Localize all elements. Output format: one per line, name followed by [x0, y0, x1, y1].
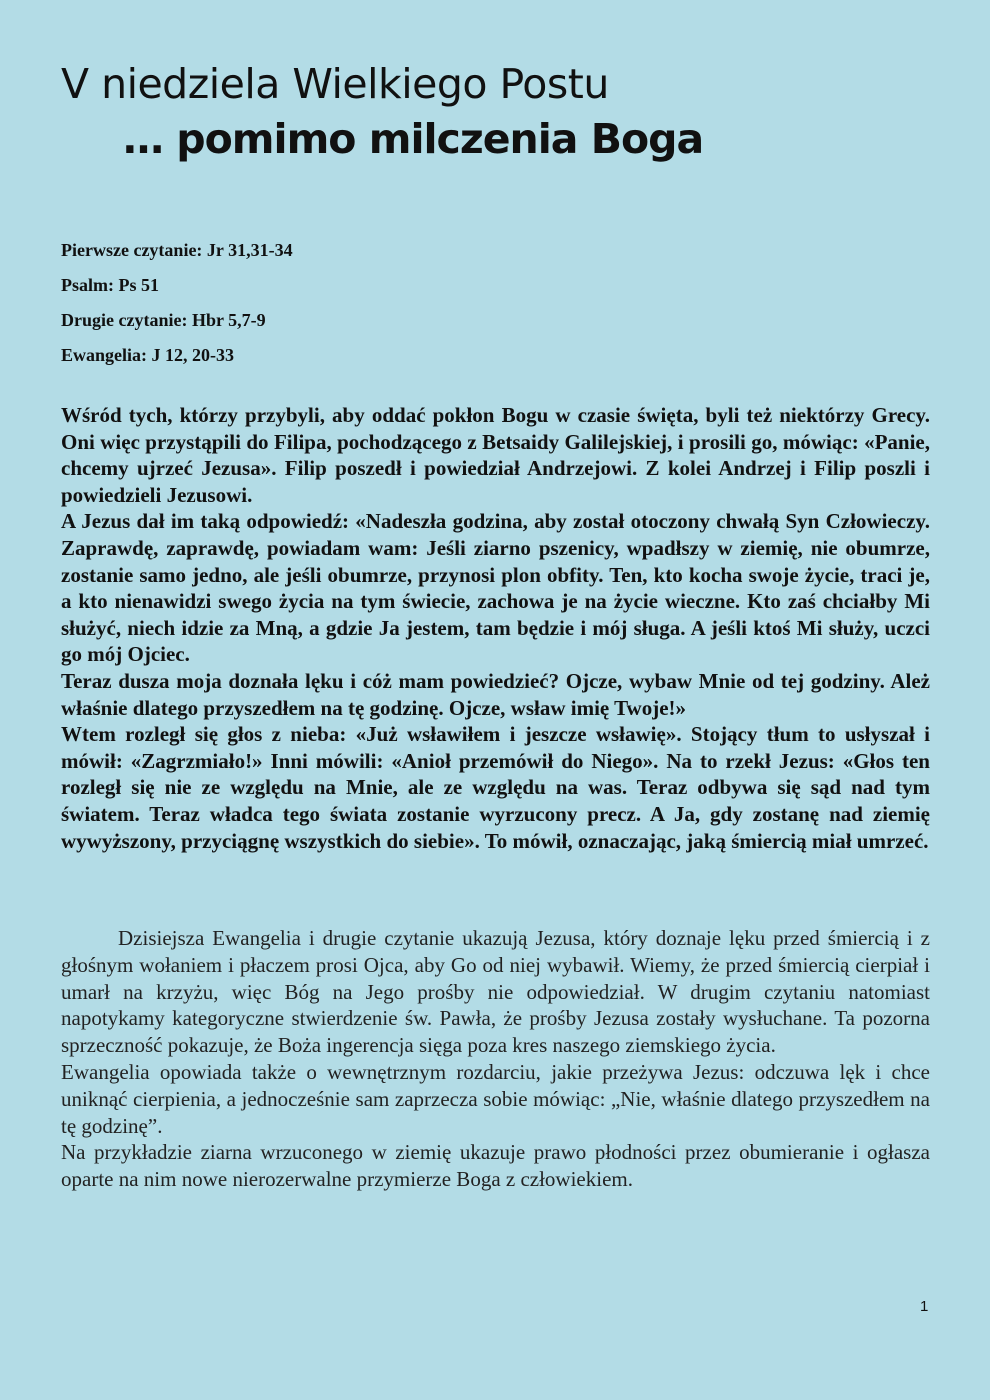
- page-number: 1: [920, 1298, 929, 1315]
- page-subtitle: … pomimo milczenia Boga: [123, 115, 704, 163]
- gospel-text: [61, 402, 930, 854]
- page-title: V niedziela Wielkiego Postu: [61, 60, 609, 108]
- reading-first: Pierwsze czytanie: Jr 31,31-34: [61, 240, 293, 260]
- commentary-text: [61, 925, 930, 1193]
- reading-gospel: Ewangelia: J 12, 20-33: [61, 345, 234, 365]
- reading-psalm: Psalm: Ps 51: [61, 275, 159, 295]
- gospel-paragraph: Teraz dusza moja doznała lęku i cóż mam powiedzieć? Ojcze, wybaw Mnie od tej godziny. Ależ właśnie dlatego przyszedłem na tę godzinę. Ojcze, wsław imię Twoje!»: [61, 668, 930, 720]
- reading-second: Drugie czytanie: Hbr 5,7-9: [61, 310, 266, 330]
- readings-list: [61, 238, 293, 378]
- gospel-paragraph: Wtem rozległ się głos z nieba: «Już wsławiłem i jeszcze wsławię». Stojący tłum to usłyszał i mówił: «Zagrzmiało!» Inni mówili: «Anioł przemówił do Niego». Na to rzekł Jezus: «Głos ten rozległ się nie ze względu na Mnie, ale ze względu na was. Teraz odbywa się sąd nad tym światem. Teraz władca tego świata zostanie wyrzucony precz. A Ja, gdy zostanę nad ziemię wywyższony, przyciągnę wszystkich do siebie». To mówił, oznaczając, jaką śmiercią miał umrzeć.: [61, 722, 930, 853]
- commentary-paragraph: Ewangelia opowiada także o wewnętrznym rozdarciu, jakie przeżywa Jezus: odczuwa lęk i chce uniknąć cierpienia, a jednocześnie sam zaprzecza sobie mówiąc: „Nie, właśnie dlatego przyszedłem na tę godzinę”.: [61, 1059, 930, 1138]
- gospel-paragraph: Wśród tych, którzy przybyli, aby oddać pokłon Bogu w czasie święta, byli też niektórzy Grecy. Oni więc przystąpili do Filipa, pochodzącego z Betsaidy Galilejskiej, i prosili go, mówiąc: «Panie, chcemy ujrzeć Jezusa». Filip poszedł i powiedział Andrzejowi. Z kolei Andrzej i Filip poszli i powiedzieli Jezusowi.: [61, 403, 930, 507]
- commentary-paragraph: Na przykładzie ziarna wrzuconego w ziemię ukazuje prawo płodności przez obumieranie i ogłasza oparte na nim nowe nierozerwalne przymierze Boga z człowiekiem.: [61, 1140, 930, 1192]
- gospel-paragraph: A Jezus dał im taką odpowiedź: «Nadeszła godzina, aby został otoczony chwałą Syn Człowieczy. Zaprawdę, zaprawdę, powiadam wam: Jeśli ziarno pszenicy, wpadłszy w ziemię, nie obumrze, zostanie samo jedno, ale jeśli obumrze, przynosi plon obfity. Ten, kto kocha swoje życie, traci je, a kto nienawidzi swego życia na tym świecie, zachowa je na życie wieczne. Kto zaś chciałby Mi służyć, niech idzie za Mną, a gdzie Ja jestem, tam będzie i mój sługa. A jeśli ktoś Mi służy, uczci go mój Ojciec.: [61, 509, 930, 667]
- commentary-paragraph: Dzisiejsza Ewangelia i drugie czytanie ukazują Jezusa, który doznaje lęku przed śmiercią i z głośnym wołaniem i płaczem prosi Ojca, aby Go od niej wybawił. Wiemy, że przed śmiercią cierpiał i umarł na krzyżu, więc Bóg na Jego prośby nie odpowiedział. W drugim czytaniu natomiast napotykamy kategoryczne stwierdzenie św. Pawła, że prośby Jezusa zostały wysłuchane. Ta pozorna sprzeczność pokazuje, że Boża ingerencja sięga poza kres naszego ziemskiego życia.: [61, 926, 930, 1058]
